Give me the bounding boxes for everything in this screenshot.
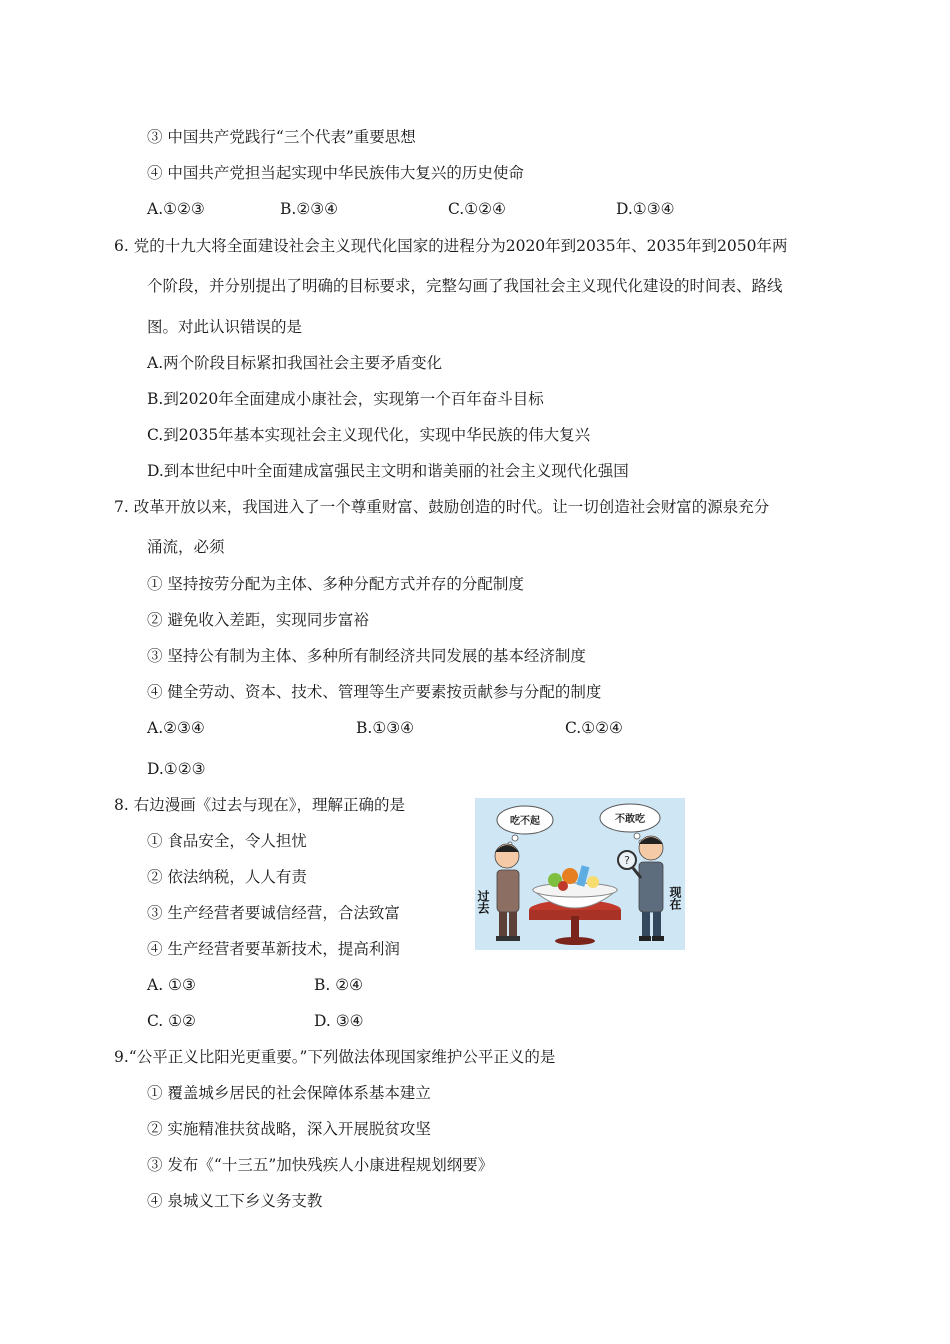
label-present: 现在	[668, 886, 682, 910]
q6-stem-line-3: 图。对此认识错误的是	[147, 318, 303, 336]
svg-text:?: ?	[624, 854, 630, 867]
q7-option-c: C.①②④	[565, 719, 623, 737]
q6-option-c: C.到2035年基本实现社会主义现代化，实现中华民族的伟大复兴	[147, 426, 591, 444]
q9-item-1: ① 覆盖城乡居民的社会保障体系基本建立	[147, 1084, 431, 1102]
q5-option-c: C.①②④	[448, 200, 506, 218]
q8-stem: 8. 右边漫画《过去与现在》，理解正确的是	[114, 796, 405, 814]
q7-item-3: ③ 坚持公有制为主体、多种所有制经济共同发展的基本经济制度	[147, 647, 586, 665]
q6-stem-line-1: 6. 党的十九大将全面建设社会主义现代化国家的进程分为2020年到2035年、2035年到2050年两	[114, 237, 788, 255]
q6-option-d: D.到本世纪中叶全面建成富强民主文明和谐美丽的社会主义现代化强国	[147, 462, 629, 480]
q8-item-2: ② 依法纳税，人人有责	[147, 868, 307, 886]
q8-item-1: ① 食品安全，令人担忧	[147, 832, 307, 850]
bubble-left-text: 吃不起	[510, 816, 540, 827]
q7-item-4: ④ 健全劳动、资本、技术、管理等生产要素按贡献参与分配的制度	[147, 683, 602, 701]
q8-option-b: B. ②④	[314, 976, 364, 994]
q9-stem: 9.“公平正义比阳光更重要。”下列做法体现国家维护公平正义的是	[114, 1048, 556, 1066]
q6-option-b: B.到2020年全面建成小康社会，实现第一个百年奋斗目标	[147, 390, 544, 408]
q8-option-d: D. ③④	[314, 1012, 364, 1030]
q9-item-2: ② 实施精准扶贫战略，深入开展脱贫攻坚	[147, 1120, 431, 1138]
q7-option-b: B.①③④	[356, 719, 415, 737]
q7-item-1: ① 坚持按劳分配为主体、多种分配方式并存的分配制度	[147, 575, 524, 593]
q8-option-c: C. ①②	[147, 1012, 196, 1030]
cartoon-past-and-present	[475, 798, 685, 950]
bubble-right-text: 不敢吃	[615, 814, 645, 825]
q7-option-d: D.①②③	[147, 760, 206, 778]
q6-stem-line-2: 个阶段，并分别提出了明确的目标要求，完整勾画了我国社会主义现代化建设的时间表、路线	[147, 277, 783, 295]
q9-item-4: ④ 泉城义工下乡义务支教	[147, 1192, 323, 1210]
q8-item-4: ④ 生产经营者要革新技术，提高利润	[147, 940, 400, 958]
q7-item-2: ② 避免收入差距，实现同步富裕	[147, 611, 369, 629]
q6-option-a: A.两个阶段目标紧扣我国社会主要矛盾变化	[147, 354, 443, 372]
q7-stem-line-2: 涌流，必须	[147, 538, 225, 556]
q8-item-3: ③ 生产经营者要诚信经营，合法致富	[147, 904, 400, 922]
q8-option-a: A. ①③	[147, 976, 196, 994]
q7-stem-line-1: 7. 改革开放以来，我国进入了一个尊重财富、鼓励创造的时代。让一切创造社会财富的源泉充分	[114, 498, 770, 516]
q5-option-a: A.①②③	[147, 200, 205, 218]
q5-item-3: ③ 中国共产党践行“三个代表”重要思想	[147, 128, 416, 146]
q5-option-b: B.②③④	[280, 200, 339, 218]
q5-option-d: D.①③④	[616, 200, 675, 218]
q9-item-3: ③ 发布《“十三五”加快残疾人小康进程规划纲要》	[147, 1156, 494, 1174]
label-past: 过去	[476, 890, 490, 914]
q7-option-a: A.②③④	[147, 719, 205, 737]
q5-item-4: ④ 中国共产党担当起实现中华民族伟大复兴的历史使命	[147, 164, 524, 182]
